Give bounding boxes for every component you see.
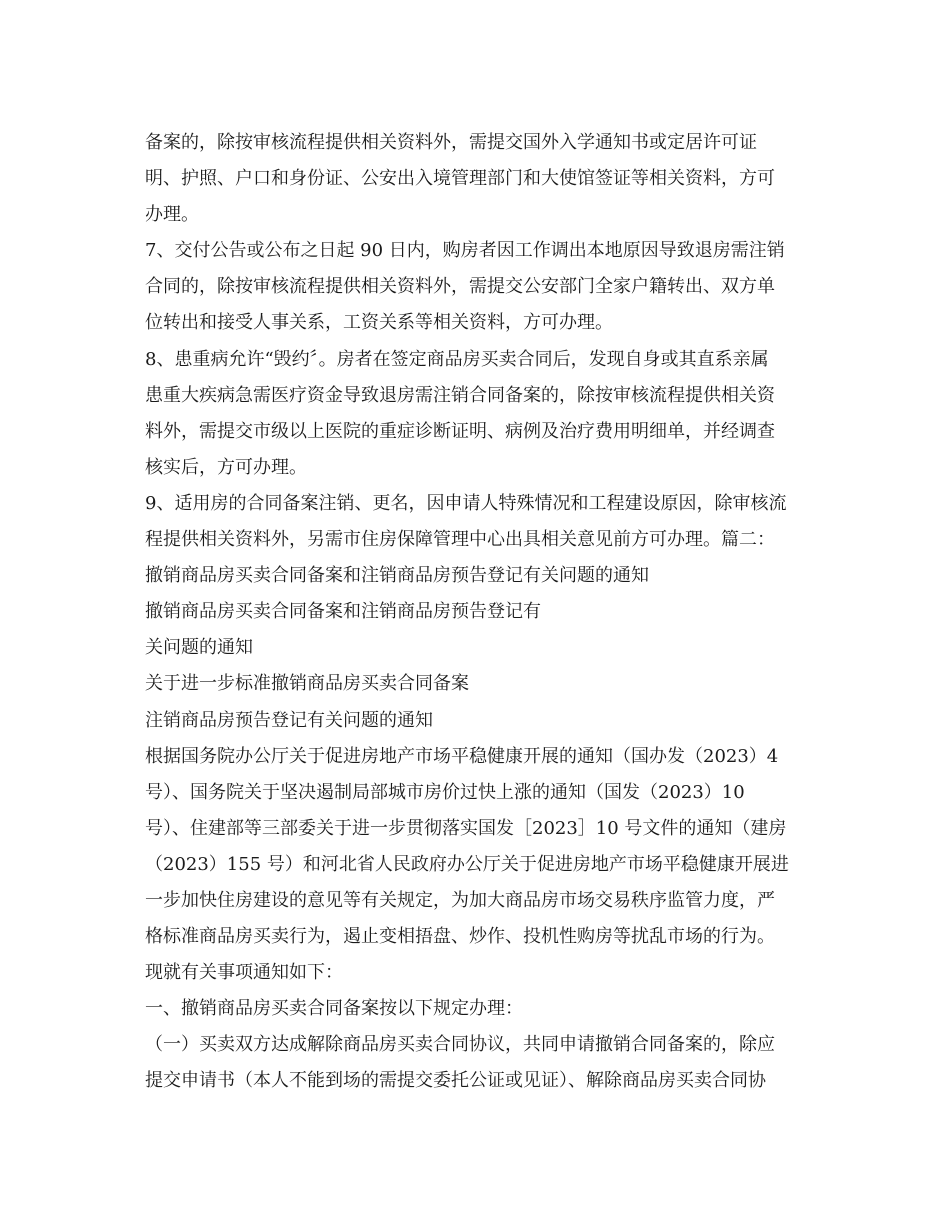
- text-line: 一步加快住房建设的意见等有关规定，为加大商品房市场交易秩序监管力度，严: [145, 889, 775, 911]
- text-line: 合同的，除按审核流程提供相关资料外，需提交公安部门全家户籍转出、双方单: [145, 276, 775, 298]
- text-line: 程提供相关资料外，另需市住房保障管理中心出具相关意见前方可办理。篇二：: [145, 529, 775, 551]
- text-line: 现就有关事项通知如下：: [145, 962, 343, 984]
- text-line: 明、护照、户口和身份证、公安出入境管理部门和大使馆签证等相关资料，方可: [145, 168, 775, 190]
- text-line: 提交申请书（本人不能到场的需提交委托公证或见证）、解除商品房买卖合同协: [145, 1070, 766, 1092]
- text-line: 位转出和接受人事关系，工资关系等相关资料，方可办理。: [145, 312, 613, 334]
- text-line: 9、适用房的合同备案注销、更名，因申请人特殊情况和工程建设原因，除审核流: [145, 492, 787, 514]
- text-line: （2023）155 号）和河北省人民政府办公厅关于促进房地产市场平稳健康开展进: [145, 853, 789, 875]
- notice-subtitle-line-2: 注销商品房预告登记有关问题的通知: [145, 709, 433, 731]
- section-heading: 撤销商品房买卖合同备案和注销商品房预告登记有关问题的通知: [145, 565, 649, 587]
- text-line: 7、交付公告或公布之日起 90 日内，购房者因工作调出本地原因导致退房需注销: [145, 240, 785, 262]
- notice-subtitle-line-1: 关于进一步标准撤销商品房买卖合同备案: [145, 673, 469, 695]
- text-line: 办理。: [145, 204, 199, 226]
- document-body: [145, 125, 825, 1100]
- text-line: 号）、国务院关于坚决遏制局部城市房价过快上涨的通知（国发（2023）10: [145, 781, 745, 803]
- text-line: 号）、住建部等三部委关于进一步贯彻落实国发［2023］10 号文件的通知（建房: [145, 817, 787, 839]
- text-line: 患重大疾病急需医疗资金导致退房需注销合同备案的，除按审核流程提供相关资: [145, 384, 775, 406]
- text-line: 根据国务院办公厅关于促进房地产市场平稳健康开展的通知（国办发（2023）4: [145, 745, 779, 767]
- text-line: 核实后，方可办理。: [145, 456, 307, 478]
- text-line: （一）买卖双方达成解除商品房买卖合同协议，共同申请撤销合同备案的，除应: [145, 1034, 775, 1056]
- text-line: 料外，需提交市级以上医院的重症诊断证明、病例及治疗费用明细单，并经调查: [145, 420, 775, 442]
- text-line: 备案的，除按审核流程提供相关资料外，需提交国外入学通知书或定居许可证: [145, 132, 757, 153]
- notice-title-line-1: 撤销商品房买卖合同备案和注销商品房预告登记有: [145, 601, 541, 623]
- section-heading: 一、撤销商品房买卖合同备案按以下规定办理：: [145, 998, 523, 1020]
- notice-title-line-2: 关问题的通知: [145, 637, 253, 659]
- text-line: 8、患重病允许“毁约〞。房者在签定商品房买卖合同后，发现自身或其直系亲属: [145, 348, 769, 370]
- text-line: 格标准商品房买卖行为，遏止变相捂盘、炒作、投机性购房等扰乱市场的行为。: [145, 926, 775, 948]
